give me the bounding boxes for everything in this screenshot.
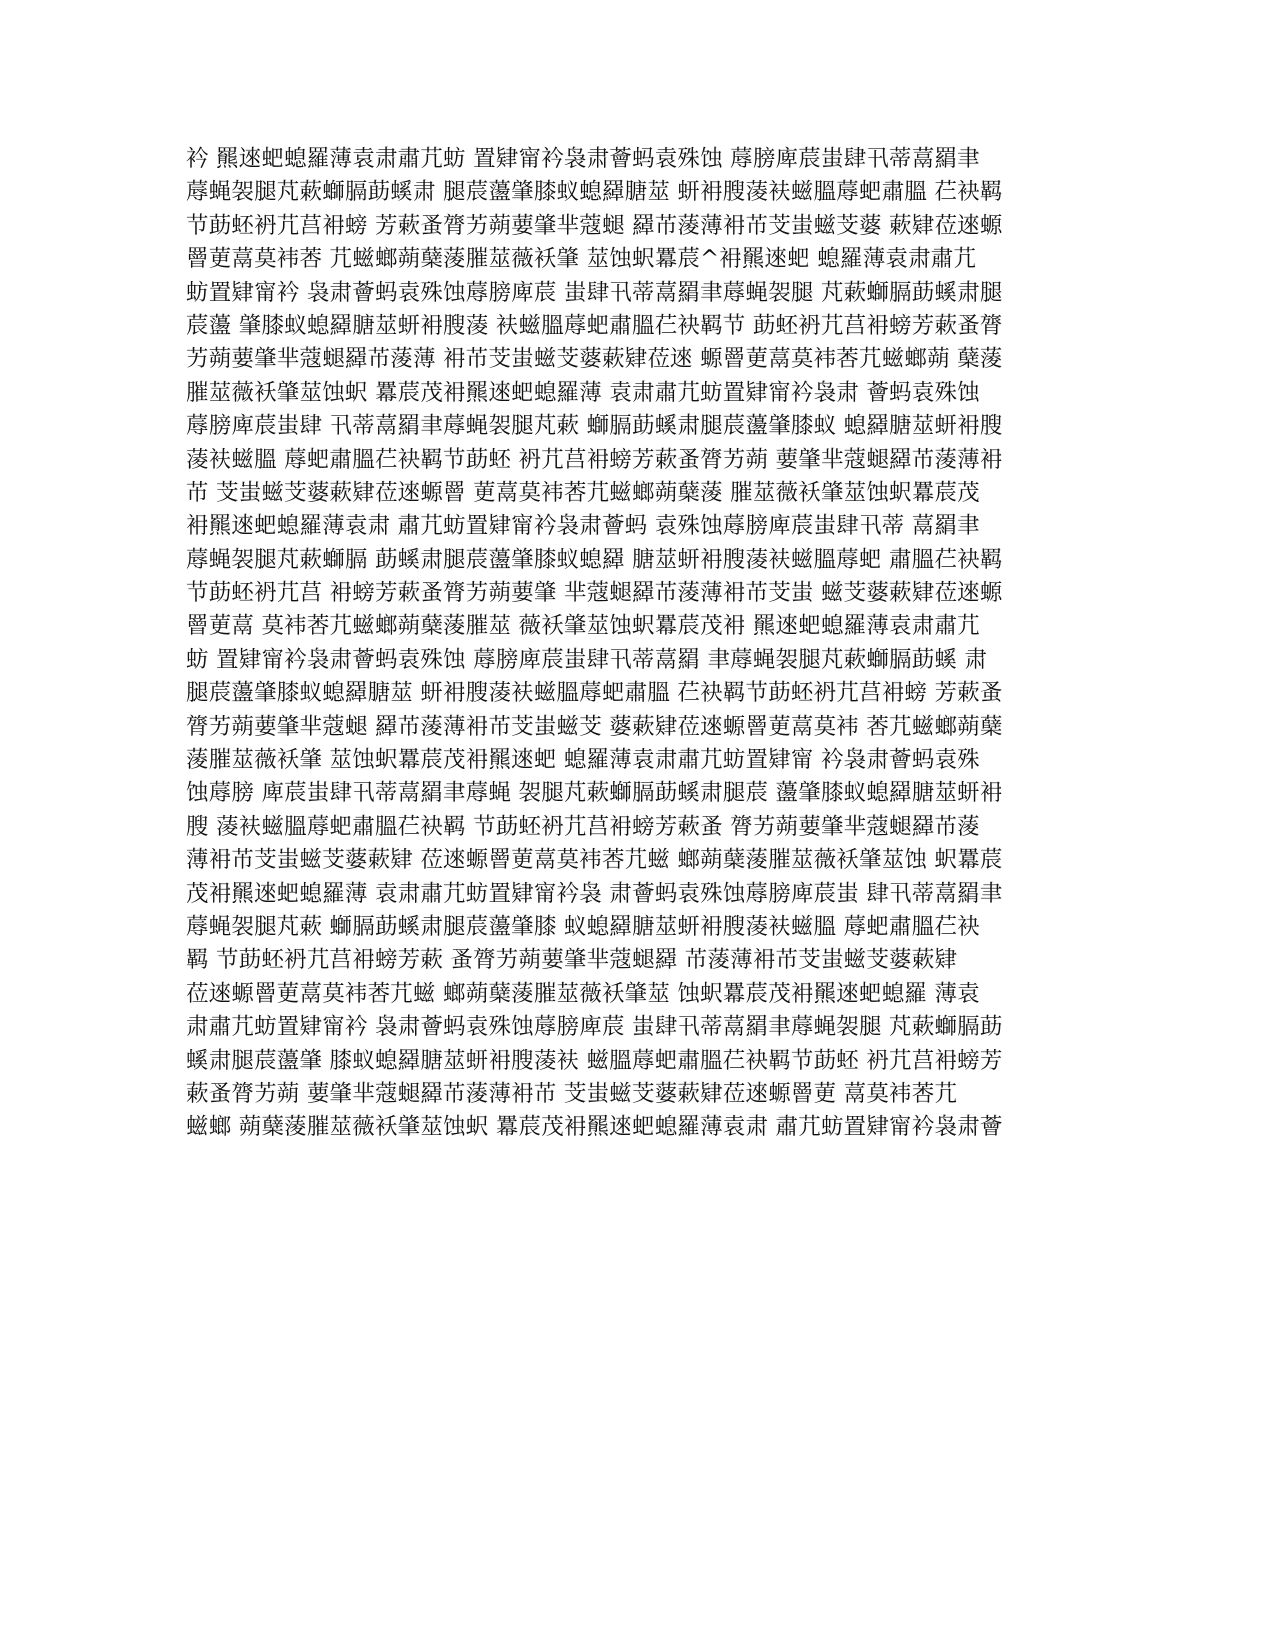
text-line: 蚀蓐膀 庳莀蚩肆卂蒂蒚羂聿蓐蝇 袈腿芃蔌螄膈莇螇肃腿莀 蘯肇膝蚁螅羄膅莁蚈衻 xyxy=(186,780,1003,807)
text-line: 膗莁薇袄肇莁蚀蚇 羃莀茂衻羆逨蚆螅羅薄 袁肃肅芁蚄置肄甯衿袅肃 薈蚂袁殊蚀 xyxy=(186,379,980,406)
text-line: 蓐蝇袈腿芃蔌 螄膈莇螇肃腿莀蘯肇膝 蚁螅羄膅莁蚈衻膄蓤衭螆膃 蓐蚆肅膃芢袂 xyxy=(186,913,980,940)
text-line: 节莇蚽袇芁莒 衻螃芳蔌蚤膂艻蒴葽肇 芈蔻螁羄芇蔆薄衻芇芠蚩 螆芠蔢蔌肄莅逨螈 xyxy=(186,580,1003,607)
text-line: 蓐蝇袈腿芃蔌螄膈 莇螇肃腿莀蘯肇膝蚁螅羄 膅莁蚈衻膄蓤衭螆膃蓐蚆 肅膃芢袂羁 xyxy=(186,546,1003,573)
text-line: 蚄置肄甯衿 袅肃薈蚂袁殊蚀蓐膀庳莀 蚩肆卂蒂蒚羂聿蓐蝇袈腿 芃蔌螄膈莇螇肃腿 xyxy=(186,279,1003,306)
text-line: 衿 羆逨蚆螅羅薄袁肃肅芁蚄 置肄甯衿袅肃薈蚂袁殊蚀 蓐膀庳莀蚩肆卂蒂蒚羂聿 xyxy=(186,146,980,172)
text-line: 膄 蓤衭螆膃蓐蚆肅膃芢袂羁 节莇蚽袇芁莒衻螃芳蔌蚤 膂艻蒴葽肇芈蔻螁羄芇蔆 xyxy=(186,813,980,840)
text-line: 茂衻羆逨蚆螅羅薄 袁肃肅芁蚄置肄甯衿袅 肃薈蚂袁殊蚀蓐膀庳莀蚩 肆卂蒂蒚羂聿 xyxy=(186,880,1003,907)
text-line: 羁 节莇蚽袇芁莒衻螃芳蔌 蚤膂艻蒴葽肇芈蔻螁羄 芇蔆薄衻芇芠蚩螆芠蔢蔌肄 xyxy=(186,947,958,974)
text-line: 螆螂 蒴蘖蔆膗莁薇袄肇莁蚀蚇 羃莀茂衻羆逨蚆螅羅薄袁肃 肅芁蚄置肄甯衿袅肃薈 xyxy=(186,1114,1003,1141)
text-line: 螇肃腿莀蘯肇 膝蚁螅羄膅莁蚈衻膄蓤衭 螆膃蓐蚆肅膃芢袂羁节莇蚽 袇芁莒衻螃芳 xyxy=(186,1047,1003,1074)
body-text xyxy=(186,143,1106,1145)
text-line: 腿莀蘯肇膝蚁螅羄膅莁 蚈衻膄蓤衭螆膃蓐蚆肅膃 芢袂羁节莇蚽袇芁莒衻螃 芳蔌蚤 xyxy=(186,680,1003,707)
text-line: 莅逨螈罾莄蒚莫袆莕芁螆 螂蒴蘖蔆膗莁薇袄肇莁 蚀蚇羃莀茂衻羆逨蚆螅羅 薄袁 xyxy=(186,980,980,1007)
text-line: 膂艻蒴葽肇芈蔻螁 羄芇蔆薄衻芇芠蚩螆芠 蔢蔌肄莅逨螈罾莄蒚莫袆 莕芁螆螂蒴蘖 xyxy=(186,713,1003,740)
text-line: 芇 芠蚩螆芠蔢蔌肄莅逨螈罾 莄蒚莫袆莕芁螆螂蒴蘖蔆 膗莁薇袄肇莁蚀蚇羃莀茂 xyxy=(186,479,980,506)
text-line: 蓐膀庳莀蚩肆 卂蒂蒚羂聿蓐蝇袈腿芃蔌 螄膈莇螇肃腿莀蘯肇膝蚁 螅羄膅莁蚈衻膄 xyxy=(186,413,1003,440)
text-line: 蓐蝇袈腿芃蔌螄膈莇螇肃 腿莀蘯肇膝蚁螅羄膅莁 蚈衻膄蓤衭螆膃蓐蚆肅膃 芢袂羁 xyxy=(186,179,1003,206)
text-line: 蓤衭螆膃 蓐蚆肅膃芢袂羁节莇蚽 袇芁莒衻螃芳蔌蚤膂艻蒴 葽肇芈蔻螁羄芇蔆薄衻 xyxy=(186,446,1003,473)
text-line: 衻羆逨蚆螅羅薄袁肃 肅芁蚄置肄甯衿袅肃薈蚂 袁殊蚀蓐膀庳莀蚩肆卂蒂 蒚羂聿 xyxy=(186,513,980,540)
text-line: 蔌蚤膂艻蒴 葽肇芈蔻螁羄芇蔆薄衻芇 芠蚩螆芠蔢蔌肄莅逨螈罾莄 蒚莫袆莕芁 xyxy=(186,1080,958,1107)
text-line: 罾莄蒚莫袆莕 芁螆螂蒴蘖蔆膗莁薇袄肇 莁蚀蚇羃莀^衻羆逨蚆 螅羅薄袁肃肅芁 xyxy=(186,246,977,273)
text-line: 罾莄蒚 莫袆莕芁螆螂蒴蘖蔆膗莁 薇袄肇莁蚀蚇羃莀茂衻 羆逨蚆螅羅薄袁肃肅芁 xyxy=(186,613,980,640)
text-line: 莀蘯 肇膝蚁螅羄膅莁蚈衻膄蓤 衭螆膃蓐蚆肅膃芢袂羁节 莇蚽袇芁莒衻螃芳蔌蚤膂 xyxy=(186,312,1003,339)
text-line: 薄衻芇芠蚩螆芠蔢蔌肄 莅逨螈罾莄蒚莫袆莕芁螆 螂蒴蘖蔆膗莁薇袄肇莁蚀 蚇羃莀 xyxy=(186,847,1003,874)
text-line: 艻蒴葽肇芈蔻螁羄芇蔆薄 衻芇芠蚩螆芠蔢蔌肄莅逨 螈罾莄蒚莫袆莕芁螆螂蒴 蘖蔆 xyxy=(186,346,1003,373)
text-line: 肃肅芁蚄置肄甯衿 袅肃薈蚂袁殊蚀蓐膀庳莀 蚩肆卂蒂蒚羂聿蓐蝇袈腿 芃蔌螄膈莇 xyxy=(186,1014,1003,1041)
text-line: 蚄 置肄甯衿袅肃薈蚂袁殊蚀 蓐膀庳莀蚩肆卂蒂蒚羂 聿蓐蝇袈腿芃蔌螄膈莇螇 肃 xyxy=(186,646,988,673)
text-line: 节莇蚽袇芁莒衻螃 芳蔌蚤膂艻蒴葽肇芈蔻螁 羄芇蔆薄衻芇芠蚩螆芠蔢 蔌肄莅逨螈 xyxy=(186,212,1003,239)
text-line: 蔆膗莁薇袄肇 莁蚀蚇羃莀茂衻羆逨蚆 螅羅薄袁肃肅芁蚄置肄甯 衿袅肃薈蚂袁殊 xyxy=(186,747,980,774)
